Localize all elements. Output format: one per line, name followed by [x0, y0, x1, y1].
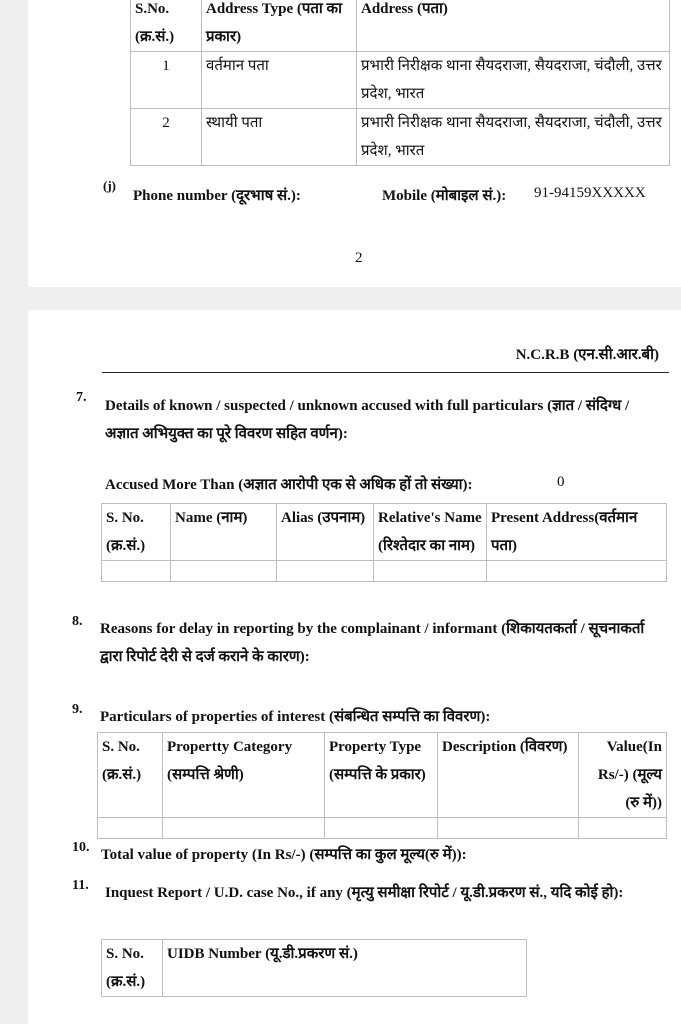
- page-number: 2: [355, 250, 363, 266]
- section-9-title: Particulars of properties of interest (संबन्धित सम्पत्ति का विवरण):: [100, 709, 491, 725]
- table-header-row: [102, 504, 667, 561]
- address-table: [130, 0, 670, 166]
- section-8-title: Reasons for delay in reporting by the complainant / informant (शिकायतकर्ता / सूचनाकर्ता द्वारा रिपोर्ट देरी से दर्ज कराने के कारण):: [100, 621, 645, 665]
- address-row-address: प्रभारी निरीक्षक थाना सैयदराजा, सैयदराजा, चंदौली, उत्तर प्रदेश, भारत: [357, 52, 670, 109]
- address-row-sno: 2: [131, 109, 202, 166]
- accused-more-than-label: Accused More Than (अज्ञात आरोपी एक से अधिक हों तो संख्या):: [105, 477, 473, 493]
- table-header-row: [102, 940, 527, 997]
- col-sno-header: S. No. (क्र.सं.): [102, 940, 163, 997]
- col-property-type-header: Property Type (सम्पत्ति के प्रकार): [325, 733, 438, 818]
- document-page-1: [28, 0, 681, 287]
- table-row: [131, 52, 670, 109]
- table-header-row: [131, 0, 670, 52]
- section-10-title: Total value of property (In Rs/-) (सम्पत्ति का कुल मूल्य(रु में)):: [101, 847, 467, 863]
- section-9-number: 9.: [72, 702, 83, 717]
- col-address-type-header: Address Type (पता का प्रकार): [202, 0, 357, 52]
- col-address-header: Address (पता): [357, 0, 670, 52]
- col-present-address-header: Present Address(वर्तमान पता): [487, 504, 667, 561]
- section-7-title: Details of known / suspected / unknown accused with full particulars (ज्ञात / संदिग्ध / अज्ञात अभियुक्त का पूरे विवरण सहित वर्णन):: [105, 398, 630, 442]
- address-row-type: वर्तमान पता: [202, 52, 357, 109]
- col-category-header: Propertty Category (सम्पत्ति श्रेणी): [163, 733, 325, 818]
- header-divider: [102, 372, 669, 373]
- accused-table: [101, 503, 667, 582]
- section-7-number: 7.: [76, 390, 87, 405]
- mobile-value: 91-94159XXXXX: [534, 185, 646, 201]
- ncrb-header: N.C.R.B (एन.सी.आर.बी): [515, 347, 659, 363]
- col-sno-header: S. No. (क्र.सं.): [102, 504, 171, 561]
- col-value-header: Value(In Rs/-) (मूल्य (रु में)): [579, 733, 667, 818]
- mobile-label: Mobile (मोबाइल सं.):: [382, 188, 507, 204]
- table-row: [98, 818, 667, 839]
- document-page-2: [28, 310, 681, 1024]
- phone-label: Phone number (दूरभाष सं.):: [133, 188, 301, 204]
- col-sno-header: S.No. (क्र.सं.): [131, 0, 202, 52]
- col-relative-name-header: Relative's Name (रिश्तेदार का नाम): [374, 504, 487, 561]
- col-sno-header: S. No. (क्र.सं.): [98, 733, 163, 818]
- inquest-table: [101, 939, 527, 997]
- section-11-title: Inquest Report / U.D. case No., if any (मृत्यु समीक्षा रिपोर्ट / यू.डी.प्रकरण सं., यदि कोई हो):: [105, 885, 624, 901]
- address-row-type: स्थायी पता: [202, 109, 357, 166]
- address-row-sno: 1: [131, 52, 202, 109]
- address-row-address: प्रभारी निरीक्षक थाना सैयदराजा, सैयदराजा, चंदौली, उत्तर प्रदेश, भारत: [357, 109, 670, 166]
- table-header-row: [98, 733, 667, 818]
- property-table: [97, 732, 667, 839]
- section-11-number: 11.: [72, 878, 89, 893]
- col-uidb-number-header: UIDB Number (यू.डी.प्रकरण सं.): [163, 940, 527, 997]
- section-8-number: 8.: [72, 614, 83, 629]
- table-row: [131, 109, 670, 166]
- accused-more-than-value: 0: [557, 474, 565, 490]
- phone-marker: (j): [103, 178, 116, 193]
- col-name-header: Name (नाम): [171, 504, 277, 561]
- table-row: [102, 561, 667, 582]
- section-10-number: 10.: [72, 840, 90, 855]
- col-alias-header: Alias (उपनाम): [277, 504, 374, 561]
- col-description-header: Description (विवरण): [438, 733, 579, 818]
